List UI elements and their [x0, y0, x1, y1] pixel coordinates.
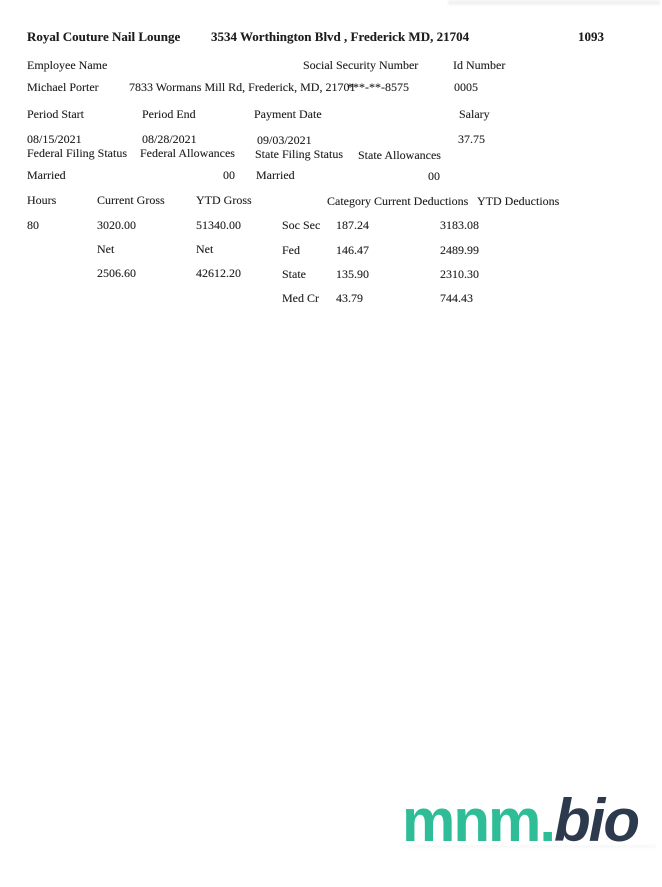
- deduction-ytd: 744.43: [440, 291, 473, 305]
- period-end-label: Period End: [142, 107, 196, 121]
- deduction-current: 187.24: [336, 218, 369, 232]
- federal-filing-status-value: Married: [27, 168, 66, 182]
- brand-watermark: [402, 787, 639, 854]
- deduction-ytd: 3183.08: [440, 218, 479, 232]
- state-filing-status-label: State Filing Status: [255, 147, 344, 161]
- payment-date-label: Payment Date: [254, 107, 322, 121]
- ytd-deductions-header: YTD Deductions: [477, 194, 560, 208]
- category-header: Category: [327, 194, 371, 208]
- ssn-label: Social Security Number: [303, 58, 419, 72]
- federal-allowances-value: 00: [223, 168, 235, 182]
- deduction-current: 135.90: [336, 267, 369, 281]
- company-name: Royal Couture Nail Lounge: [27, 29, 181, 44]
- scan-artifact: [448, 0, 660, 5]
- period-end-value: 08/28/2021: [142, 132, 197, 146]
- current-deductions-header: Current Deductions: [374, 194, 469, 208]
- id-number-value: 0005: [454, 80, 478, 94]
- id-number-label: Id Number: [453, 58, 506, 72]
- period-start-label: Period Start: [27, 107, 84, 121]
- state-filing-status-value: Married: [256, 168, 295, 182]
- company-address: 3534 Worthington Blvd , Frederick MD, 21704: [211, 29, 470, 44]
- hours-header: Hours: [27, 193, 57, 207]
- employee-name-value: Michael Porter: [27, 80, 99, 94]
- ytd-gross-header: YTD Gross: [196, 193, 252, 207]
- check-number: 1093: [578, 29, 604, 44]
- federal-allowances-label: Federal Allowances: [140, 146, 235, 160]
- current-net-label: Net: [97, 242, 115, 256]
- ytd-gross-value: 51340.00: [196, 218, 241, 232]
- deduction-category: Soc Sec: [282, 218, 321, 232]
- deduction-current: 146.47: [336, 243, 369, 257]
- deduction-category: Med Cr: [282, 291, 319, 305]
- deduction-category: State: [282, 267, 306, 281]
- brand-watermark-prefix: mnm.: [402, 787, 555, 854]
- deduction-current: 43.79: [336, 291, 363, 305]
- hours-value: 80: [27, 218, 39, 232]
- payment-date-value: 09/03/2021: [257, 133, 312, 147]
- salary-value: 37.75: [458, 132, 485, 146]
- state-allowances-value: 00: [428, 169, 440, 183]
- employee-name-label: Employee Name: [27, 58, 108, 72]
- period-start-value: 08/15/2021: [27, 132, 82, 146]
- state-allowances-label: State Allowances: [358, 148, 441, 162]
- deduction-category: Fed: [282, 243, 300, 257]
- deduction-ytd: 2489.99: [440, 243, 479, 257]
- brand-watermark-suffix: bio: [554, 787, 639, 854]
- salary-label: Salary: [459, 107, 490, 121]
- current-net-value: 2506.60: [97, 266, 136, 280]
- deduction-ytd: 2310.30: [440, 267, 479, 281]
- ytd-net-label: Net: [196, 242, 214, 256]
- ytd-net-value: 42612.20: [196, 266, 241, 280]
- federal-filing-status-label: Federal Filing Status: [27, 146, 127, 160]
- ssn-value: ***-**-8575: [347, 80, 409, 94]
- employee-address-value: 7833 Wormans Mill Rd, Frederick, MD, 21701: [129, 80, 356, 94]
- current-gross-value: 3020.00: [97, 218, 136, 232]
- current-gross-header: Current Gross: [97, 193, 165, 207]
